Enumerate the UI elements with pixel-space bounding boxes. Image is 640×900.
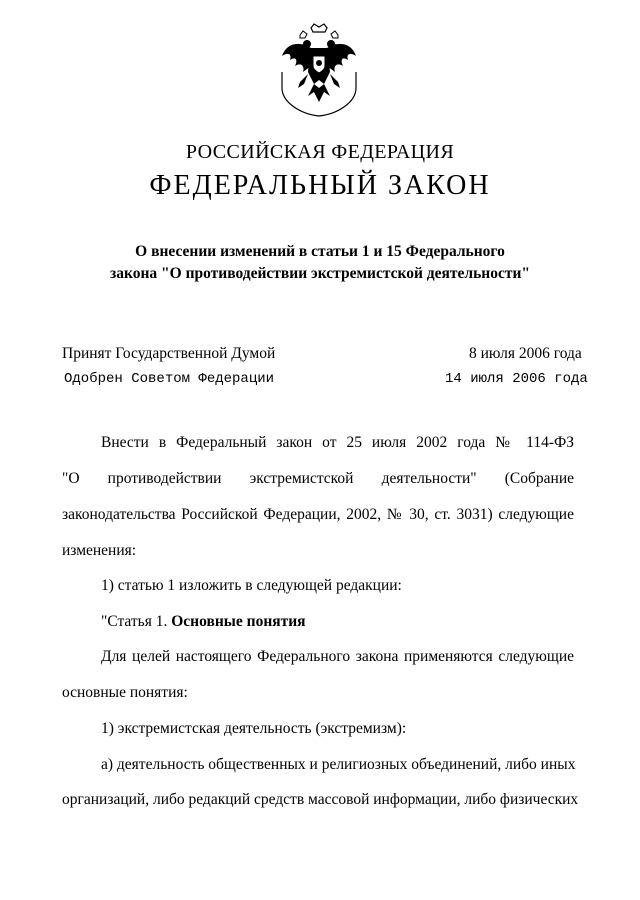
body-line-3: законодательства Российской Федерации, 2002, № 30, ст. 3031) следующие <box>62 506 574 523</box>
duma-adoption-label: Принят Государственной Думой <box>62 345 276 362</box>
body-line-2: "О противодействии экстремистской деятельности" (Собрание <box>62 470 574 487</box>
council-approval-date: 14 июля 2006 года <box>445 371 588 387</box>
law-type-heading: ФЕДЕРАЛЬНЫЙ ЗАКОН <box>149 170 491 201</box>
coat-of-arms-icon <box>278 22 360 118</box>
definition-1a-line-1: а) деятельность общественных и религиозных объединений, либо иных <box>101 756 576 773</box>
purpose-line-2: основные понятия: <box>62 684 188 701</box>
duma-adoption-date: 8 июля 2006 года <box>469 345 582 362</box>
definition-1: 1) экстремистская деятельность (экстремизм): <box>101 720 407 737</box>
amendment-item-1: 1) статью 1 изложить в следующей редакции: <box>101 577 402 594</box>
article-title: Основные понятия <box>171 613 306 630</box>
country-heading: РОССИЙСКАЯ ФЕДЕРАЦИЯ <box>185 141 455 163</box>
body-line-1: Внести в Федеральный закон от 25 июля 2002 года № 114-ФЗ <box>101 434 574 451</box>
law-title-line-1: О внесении изменений в статьи 1 и 15 Федерального <box>135 243 505 260</box>
article-prefix: "Статья 1. <box>101 613 172 630</box>
law-title-line-2: закона "О противодействии экстремистской деятельности" <box>110 265 530 282</box>
definition-1a-line-2: организаций, либо редакций средств массовой информации, либо физических <box>62 791 579 808</box>
purpose-line-1: Для целей настоящего Федерального закона применяются следующие <box>101 648 574 665</box>
article-heading <box>101 613 306 631</box>
body-line-4: изменения: <box>62 542 137 559</box>
council-approval-label: Одобрен Советом Федерации <box>64 371 275 387</box>
